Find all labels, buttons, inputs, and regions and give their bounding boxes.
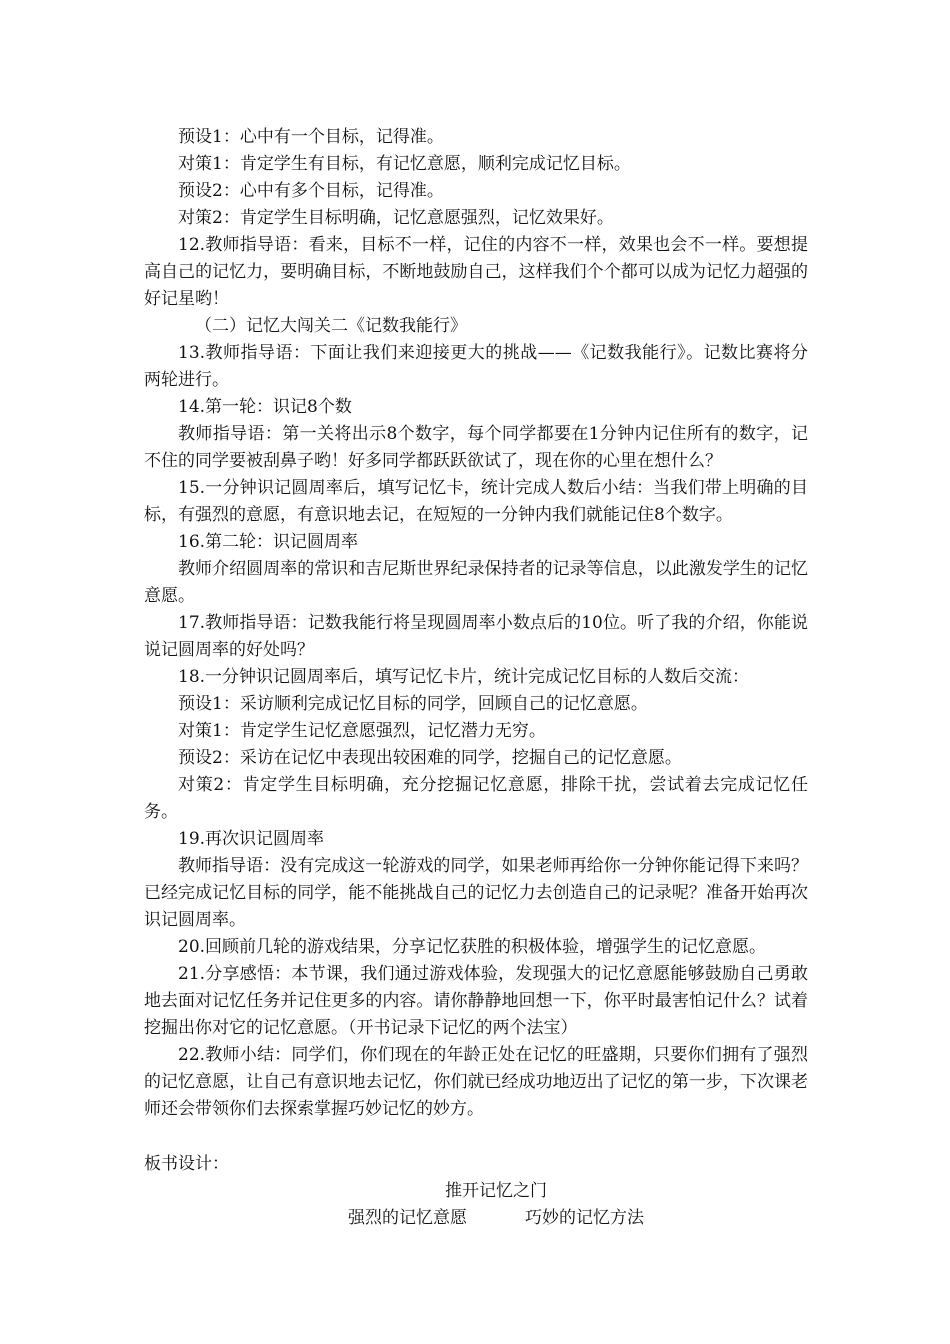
board-right-item: 巧妙的记忆方法 [525,1208,644,1228]
paragraph: 16.第二轮：识记圆周率 [178,532,359,552]
paragraph: 18.一分钟识记圆周率后，填写记忆卡片，统计完成记忆目标的人数后交流： [178,667,750,687]
paragraph: 14.第一轮：识记8个数 [178,397,352,417]
paragraph: 对策1：肯定学生有目标，有记忆意愿，顺利完成记忆目标。 [178,154,631,174]
paragraph: 对策2：肯定学生目标明确，充分挖掘记忆意愿，排除干扰，尝试着去完成记忆任务。 [144,775,808,822]
paragraph: 12.教师指导语：看来，目标不一样，记住的内容不一样，效果也会不一样。要想提高自己的记忆力，要明确目标，不断地鼓励自己，这样我们个个都可以成为记忆力超强的好记星哟！ [144,235,808,309]
paragraph: 19.再次识记圆周率 [178,829,325,849]
board-left-item: 强烈的记忆意愿 [348,1208,467,1228]
paragraph: 预设1：采访顺利完成记忆目标的同学，回顾自己的记忆意愿。 [178,694,648,714]
document-body [144,124,808,1232]
board-design-label: 板书设计： [144,1154,229,1174]
board-title: 推开记忆之门 [445,1181,547,1201]
paragraph: 21.分享感悟：本节课，我们通过游戏体验，发现强大的记忆意愿能够鼓励自己勇敢地去面对记忆任务并记住更多的内容。请你静静地回想一下，你平时最害怕记什么？试着挖掘出你对它的记忆意愿。（开书记录下记忆的两个法宝） [144,964,808,1038]
paragraph: 22.教师小结：同学们，你们现在的年龄正处在记忆的旺盛期，只要你们拥有了强烈的记忆意愿，让自己有意识地去记忆，你们就已经成功地迈出了记忆的第一步，下次课老师还会带领你们去探索掌握巧妙记忆的妙方。 [144,1045,808,1119]
paragraph: 预设2：心中有多个目标，记得准。 [178,181,444,201]
paragraph: 20.回顾前几轮的游戏结果，分享记忆获胜的积极体验，增强学生的记忆意愿。 [178,937,767,957]
board-methods [144,1205,808,1232]
paragraph: 15.一分钟识记圆周率后，填写记忆卡，统计完成人数后小结：当我们带上明确的目标，有强烈的意愿，有意识地去记，在短短的一分钟内我们就能记住8个数字。 [144,478,808,525]
paragraph: 预设1：心中有一个目标，记得准。 [178,127,444,147]
spacer [144,1123,808,1151]
paragraph: 教师指导语：第一关将出示8个数字，每个同学都要在1分钟内记住所有的数字，记不住的同学要被刮鼻子哟！好多同学都跃跃欲试了，现在你的心里在想什么？ [144,424,808,471]
paragraph: 对策1：肯定学生记忆意愿强烈，记忆潜力无穷。 [178,721,546,741]
paragraph: 对策2：肯定学生目标明确，记忆意愿强烈，记忆效果好。 [178,208,614,228]
paragraph: 预设2：采访在记忆中表现出较困难的同学，挖掘自己的记忆意愿。 [178,748,682,768]
paragraph: 17.教师指导语：记数我能行将呈现圆周率小数点后的10位。听了我的介绍，你能说说记圆周率的好处吗？ [144,613,808,660]
paragraph: 13.教师指导语：下面让我们来迎接更大的挑战——《记数我能行》。记数比赛将分两轮进行。 [144,343,808,390]
section-heading: （二）记忆大闯关二《记数我能行》 [195,316,467,336]
paragraph: 教师指导语：没有完成这一轮游戏的同学，如果老师再给你一分钟你能记得下来吗？已经完成记忆目标的同学，能不能挑战自己的记忆力去创造自己的记录呢？准备开始再次识记圆周率。 [144,856,808,930]
paragraph: 教师介绍圆周率的常识和吉尼斯世界纪录保持者的记录等信息，以此激发学生的记忆意愿。 [144,559,808,606]
